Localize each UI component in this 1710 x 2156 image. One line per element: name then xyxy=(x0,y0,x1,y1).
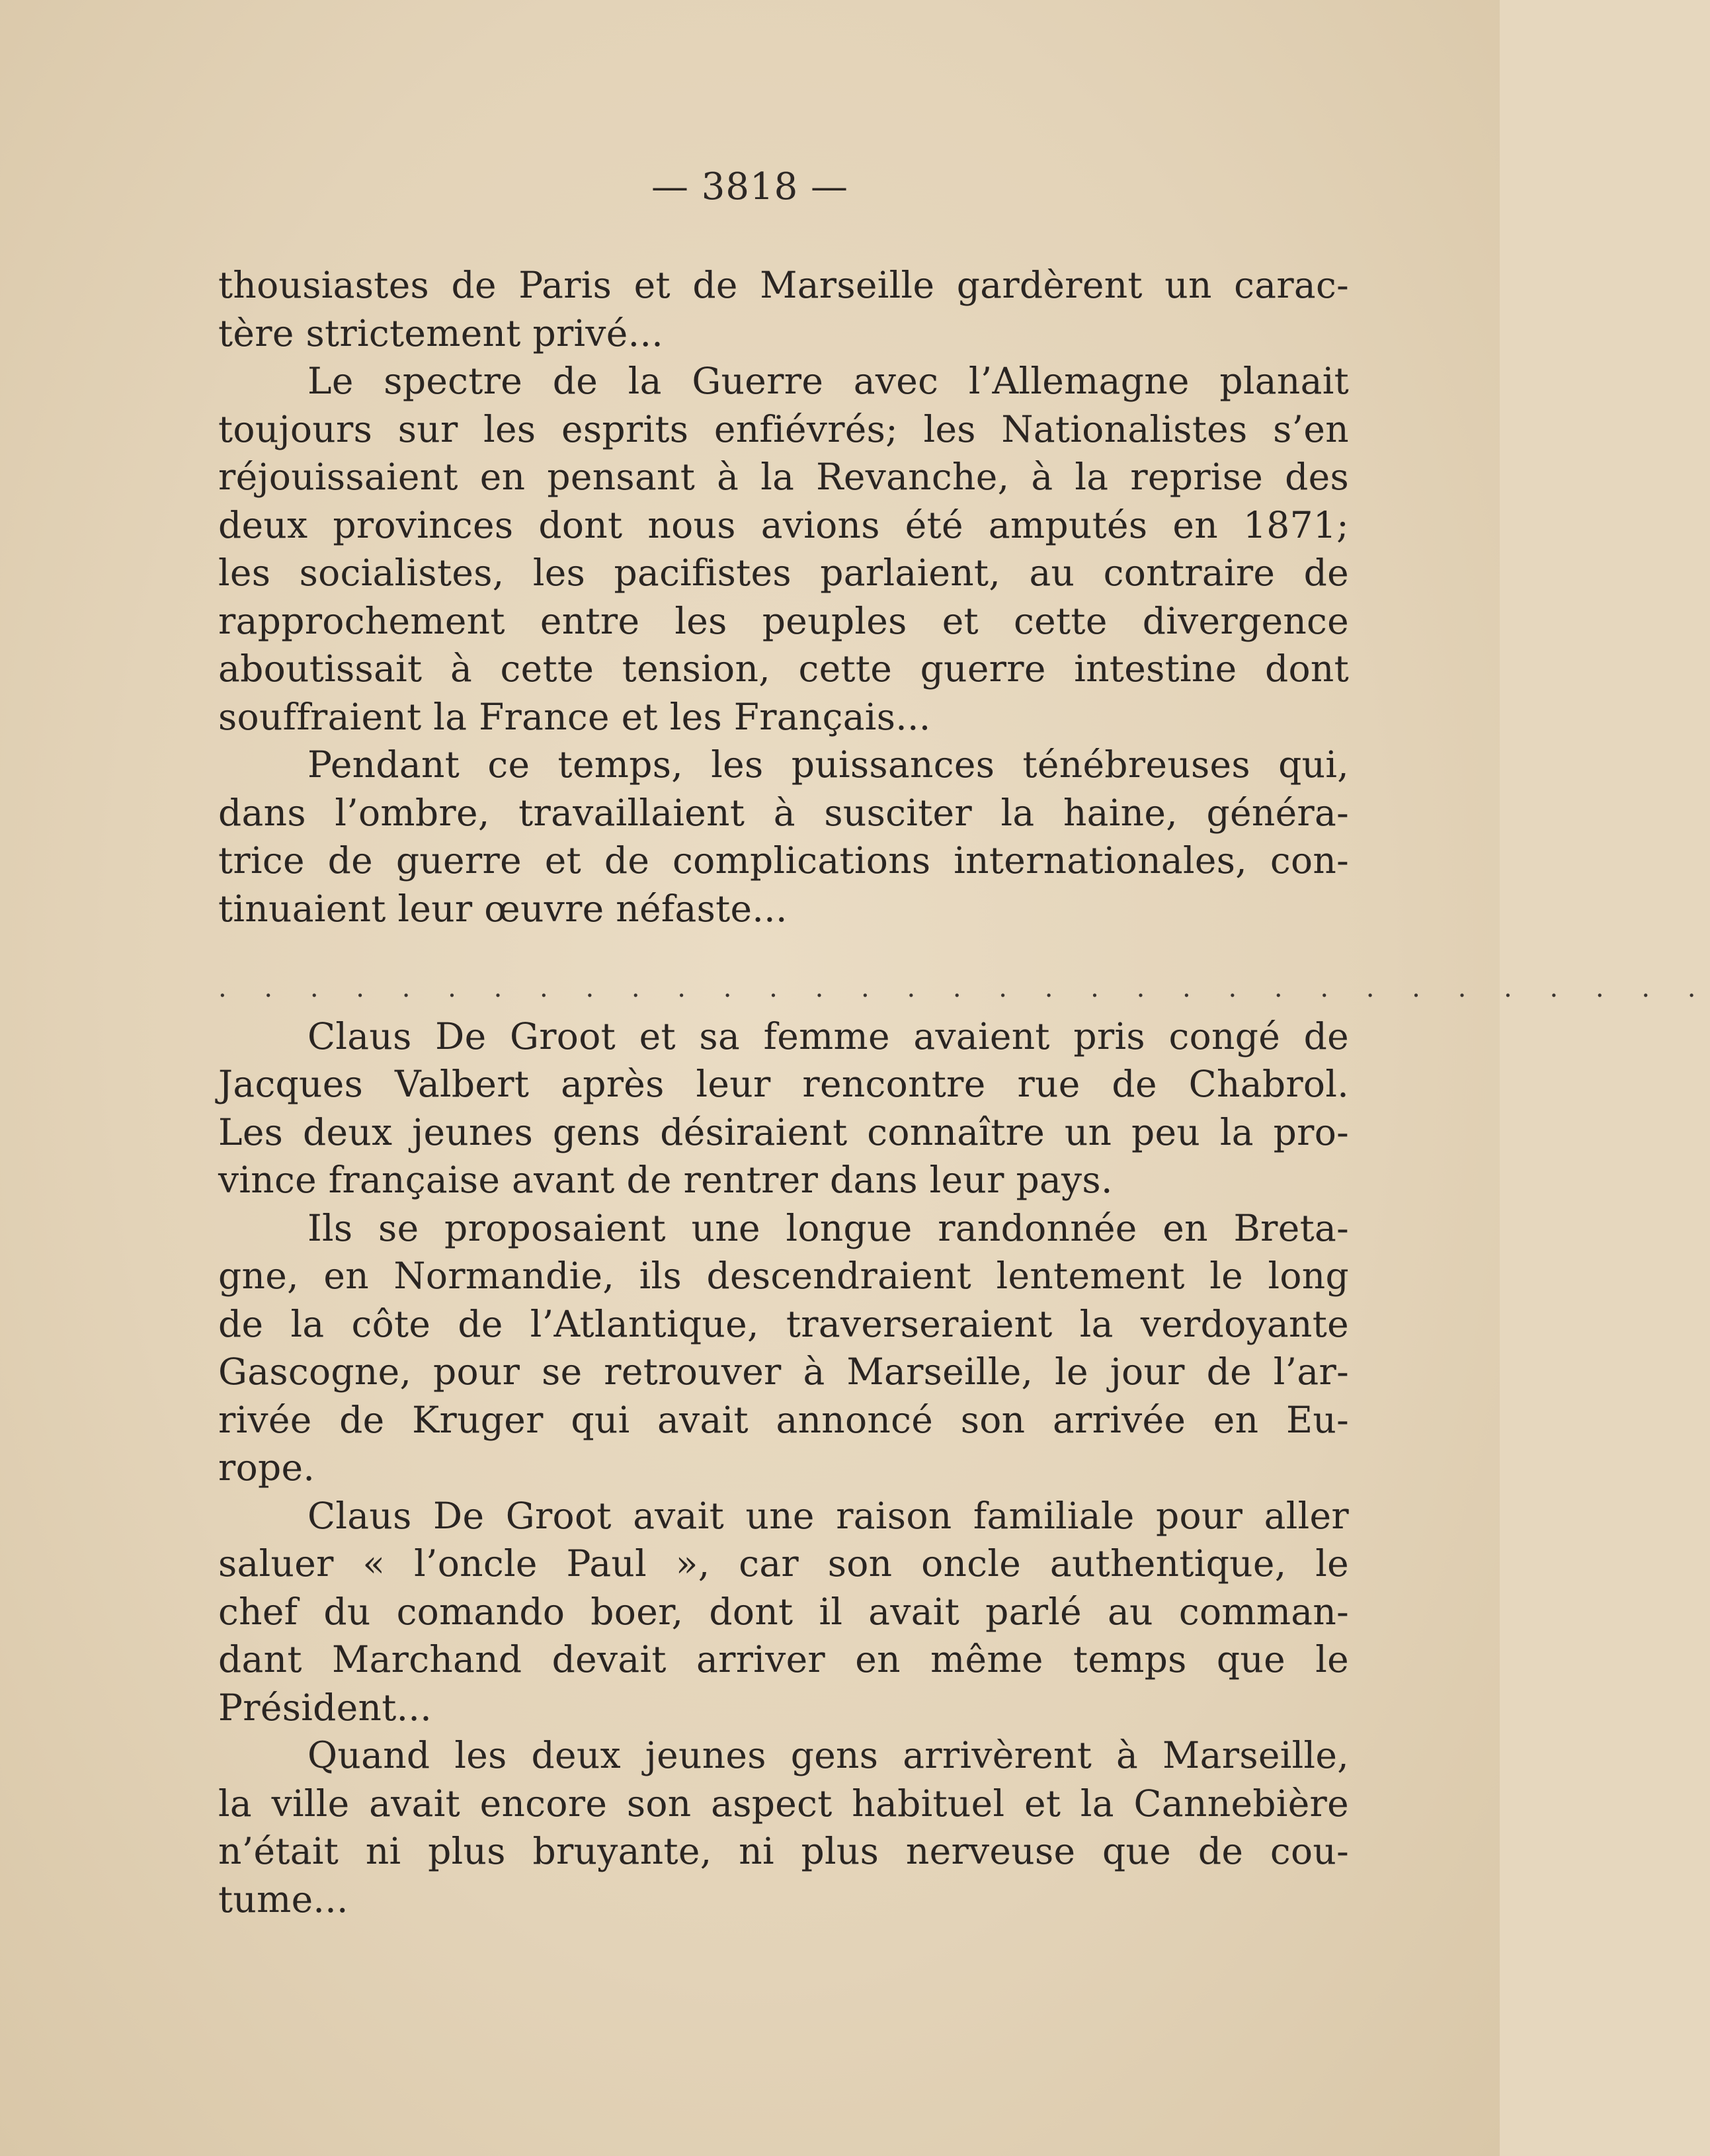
text-line: toujours sur les esprits enfiévrés; les Nationalistes s’en xyxy=(218,407,1349,450)
text-line: tinuaient leur œuvre néfaste... xyxy=(218,887,788,930)
text-line: les socialistes, les pacifistes parlaient, au contraire de xyxy=(218,552,1349,594)
text-line: gne, en Normandie, ils descendraient lentement le long xyxy=(218,1255,1349,1297)
text-line: Président... xyxy=(218,1686,432,1729)
text-line: Le spectre de la Guerre avec l’Allemagne planait xyxy=(307,360,1349,402)
body-text xyxy=(218,261,1710,1923)
text-line: la ville avait encore son aspect habituel et la Cannebière xyxy=(218,1782,1349,1825)
text-line: Quand les deux jeunes gens arrivèrent à Marseille, xyxy=(307,1734,1349,1776)
text-line: n’était ni plus bruyante, ni plus nerveuse que de cou- xyxy=(218,1830,1349,1872)
text-line: dant Marchand devait arriver en même temps que le xyxy=(218,1638,1349,1680)
section-separator: . . . . . . . . . . . . . . . . . . . . . . . . . . . . . . . . . xyxy=(218,973,1710,1003)
text-line: saluer « l’oncle Paul », car son oncle authentique, le xyxy=(218,1542,1349,1585)
text-line: Ils se proposaient une longue randonnée en Breta- xyxy=(307,1206,1349,1249)
text-line: thousiastes de Paris et de Marseille gardèrent un carac- xyxy=(218,264,1349,306)
text-line: aboutissait à cette tension, cette guerre intestine dont xyxy=(218,647,1349,690)
section-gap xyxy=(218,933,1349,964)
text-line: tère strictement privé... xyxy=(218,311,664,354)
text-line: de la côte de l’Atlantique, traverseraient la verdoyante xyxy=(218,1302,1349,1345)
text-line: Claus De Groot et sa femme avaient pris congé de xyxy=(307,1015,1349,1057)
text-line: Pendant ce temps, les puissances ténébreuses qui, xyxy=(307,743,1349,786)
text-line: Gascogne, pour se retrouver à Marseille, le jour de l’ar- xyxy=(218,1350,1349,1393)
text-line: dans l’ombre, travaillaient à susciter la haine, généra- xyxy=(218,791,1349,834)
text-line: chef du comando boer, dont il avait parlé au comman- xyxy=(218,1590,1349,1633)
text-line: Les deux jeunes gens désiraient connaître un peu la pro- xyxy=(218,1110,1349,1153)
text-line: rapprochement entre les peuples et cette divergence xyxy=(218,599,1349,642)
text-line: Claus De Groot avait une raison familiale pour aller xyxy=(307,1494,1349,1537)
text-line: vince française avant de rentrer dans leur pays. xyxy=(218,1159,1113,1201)
text-line: trice de guerre et de complications internationales, con- xyxy=(218,839,1349,882)
page-number: — 3818 — xyxy=(651,165,849,208)
text-line: réjouissaient en pensant à la Revanche, à la reprise des xyxy=(218,456,1349,498)
text-line: souffraient la France et les Français... xyxy=(218,695,931,738)
text-line: Jacques Valbert après leur rencontre rue de Chabrol. xyxy=(218,1063,1349,1105)
text-line: deux provinces dont nous avions été amputés en 1871; xyxy=(218,503,1349,546)
text-line: tume... xyxy=(218,1878,348,1921)
text-line: rope. xyxy=(218,1446,315,1489)
text-line: rivée de Kruger qui avait annoncé son arrivée en Eu- xyxy=(218,1398,1349,1441)
